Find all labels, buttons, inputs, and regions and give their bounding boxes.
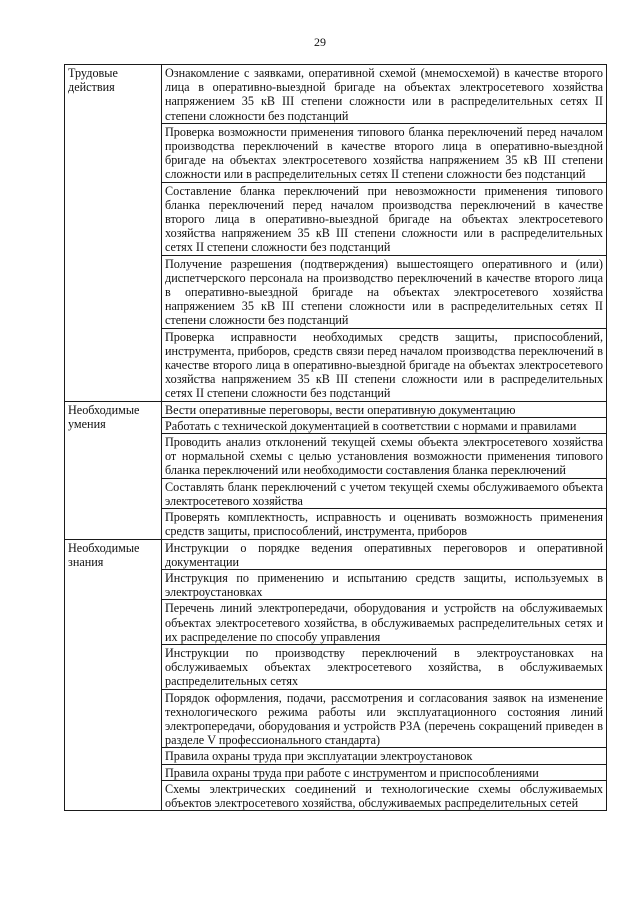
table-cell: Порядок оформления, подачи, рассмотрения и согласования заявок на изменение технологического режима работы или эксплуатационного состояния линий электропередачи, оборудования и устройств РЗА (перечень сокращений приведен в разделе V профессионального стандарта) [162, 689, 607, 748]
section-label-required-skills: Необходимые умения [65, 401, 162, 539]
table-cell: Вести оперативные переговоры, вести оперативную документацию [162, 401, 607, 417]
table-cell: Проверка исправности необходимых средств защиты, приспособлений, инструмента, приборов, средств связи перед началом производства переключений в качестве второго лица в оперативно-выездной бригаде на объектах электросетевого хозяйства напряжением 35 кВ III степени сложности или в распределительных сетях II степени сложности без подстанций [162, 328, 607, 401]
table-cell: Перечень линий электропередачи, оборудования и устройств на обслуживаемых объектах электросетевого хозяйства, в обслуживаемых распределительных сетях и их распределение по способу управления [162, 600, 607, 645]
table-cell: Схемы электрических соединений и технологические схемы обслуживаемых объектов электросетевого хозяйства, обслуживаемых распределительных сетей [162, 780, 607, 810]
table-cell: Инструкции по производству переключений в электроустановках на обслуживаемых объектах электросетевого хозяйства, в обслуживаемых распределительных сетях [162, 644, 607, 689]
table-cell: Проверять комплектность, исправность и оценивать возможность применения средств защиты, приспособлений, инструмента, приборов [162, 509, 607, 539]
table-cell: Проверка возможности применения типового бланка переключений перед началом производства переключений в качестве второго лица в оперативно-выездной бригаде на объектах электросетевого хозяйства напряжением 35 кВ III степени сложности или в распределительных сетях II степени сложности без подстанций [162, 123, 607, 182]
page-number: 29 [314, 35, 326, 49]
table-cell: Правила охраны труда при эксплуатации электроустановок [162, 748, 607, 764]
table-cell: Составление бланка переключений при невозможности применения типового бланка переключений перед началом производства переключений в качестве второго лица в оперативно-выездной бригаде на объектах электросетевого хозяйства напряжением 35 кВ III степени сложности или в распределительных сетях II степени сложности без подстанций [162, 182, 607, 255]
table-cell: Инструкция по применению и испытанию средств защиты, используемых в электроустановках [162, 569, 607, 599]
table-cell: Правила охраны труда при работе с инструментом и приспособлениями [162, 764, 607, 780]
section-label-required-knowledge: Необходимые знания [65, 539, 162, 811]
table-cell: Получение разрешения (подтверждения) вышестоящего оперативного и (или) диспетчерского персонала на производство переключений в качестве второго лица в оперативно-выездной бригаде на объектах электросетевого хозяйства напряжением 35 кВ III степени сложности или в распределительных сетях II степени сложности без подстанций [162, 255, 607, 328]
table-cell: Составлять бланк переключений с учетом текущей схемы обслуживаемого объекта электросетевого хозяйства [162, 478, 607, 508]
table-cell: Проводить анализ отклонений текущей схемы объекта электросетевого хозяйства от нормальной схемы с целью установления возможности применения типового бланка переключений или необходимости составления бланка переключений [162, 434, 607, 479]
table-cell: Работать с технической документацией в соответствии с нормами и правилами [162, 417, 607, 433]
table-row [65, 65, 607, 124]
specification-table [64, 64, 607, 811]
section-label-labor-actions: Трудовые действия [65, 65, 162, 402]
table-cell: Ознакомление с заявками, оперативной схемой (мнемосхемой) в качестве второго лица в оперативно-выездной бригаде на объектах электросетевого хозяйства напряжением 35 кВ III степени сложности или в распределительных сетях II степени сложности без подстанций [162, 65, 607, 124]
table-row [65, 539, 607, 569]
table-row [65, 401, 607, 417]
table-cell: Инструкции о порядке ведения оперативных переговоров и оперативной документации [162, 539, 607, 569]
